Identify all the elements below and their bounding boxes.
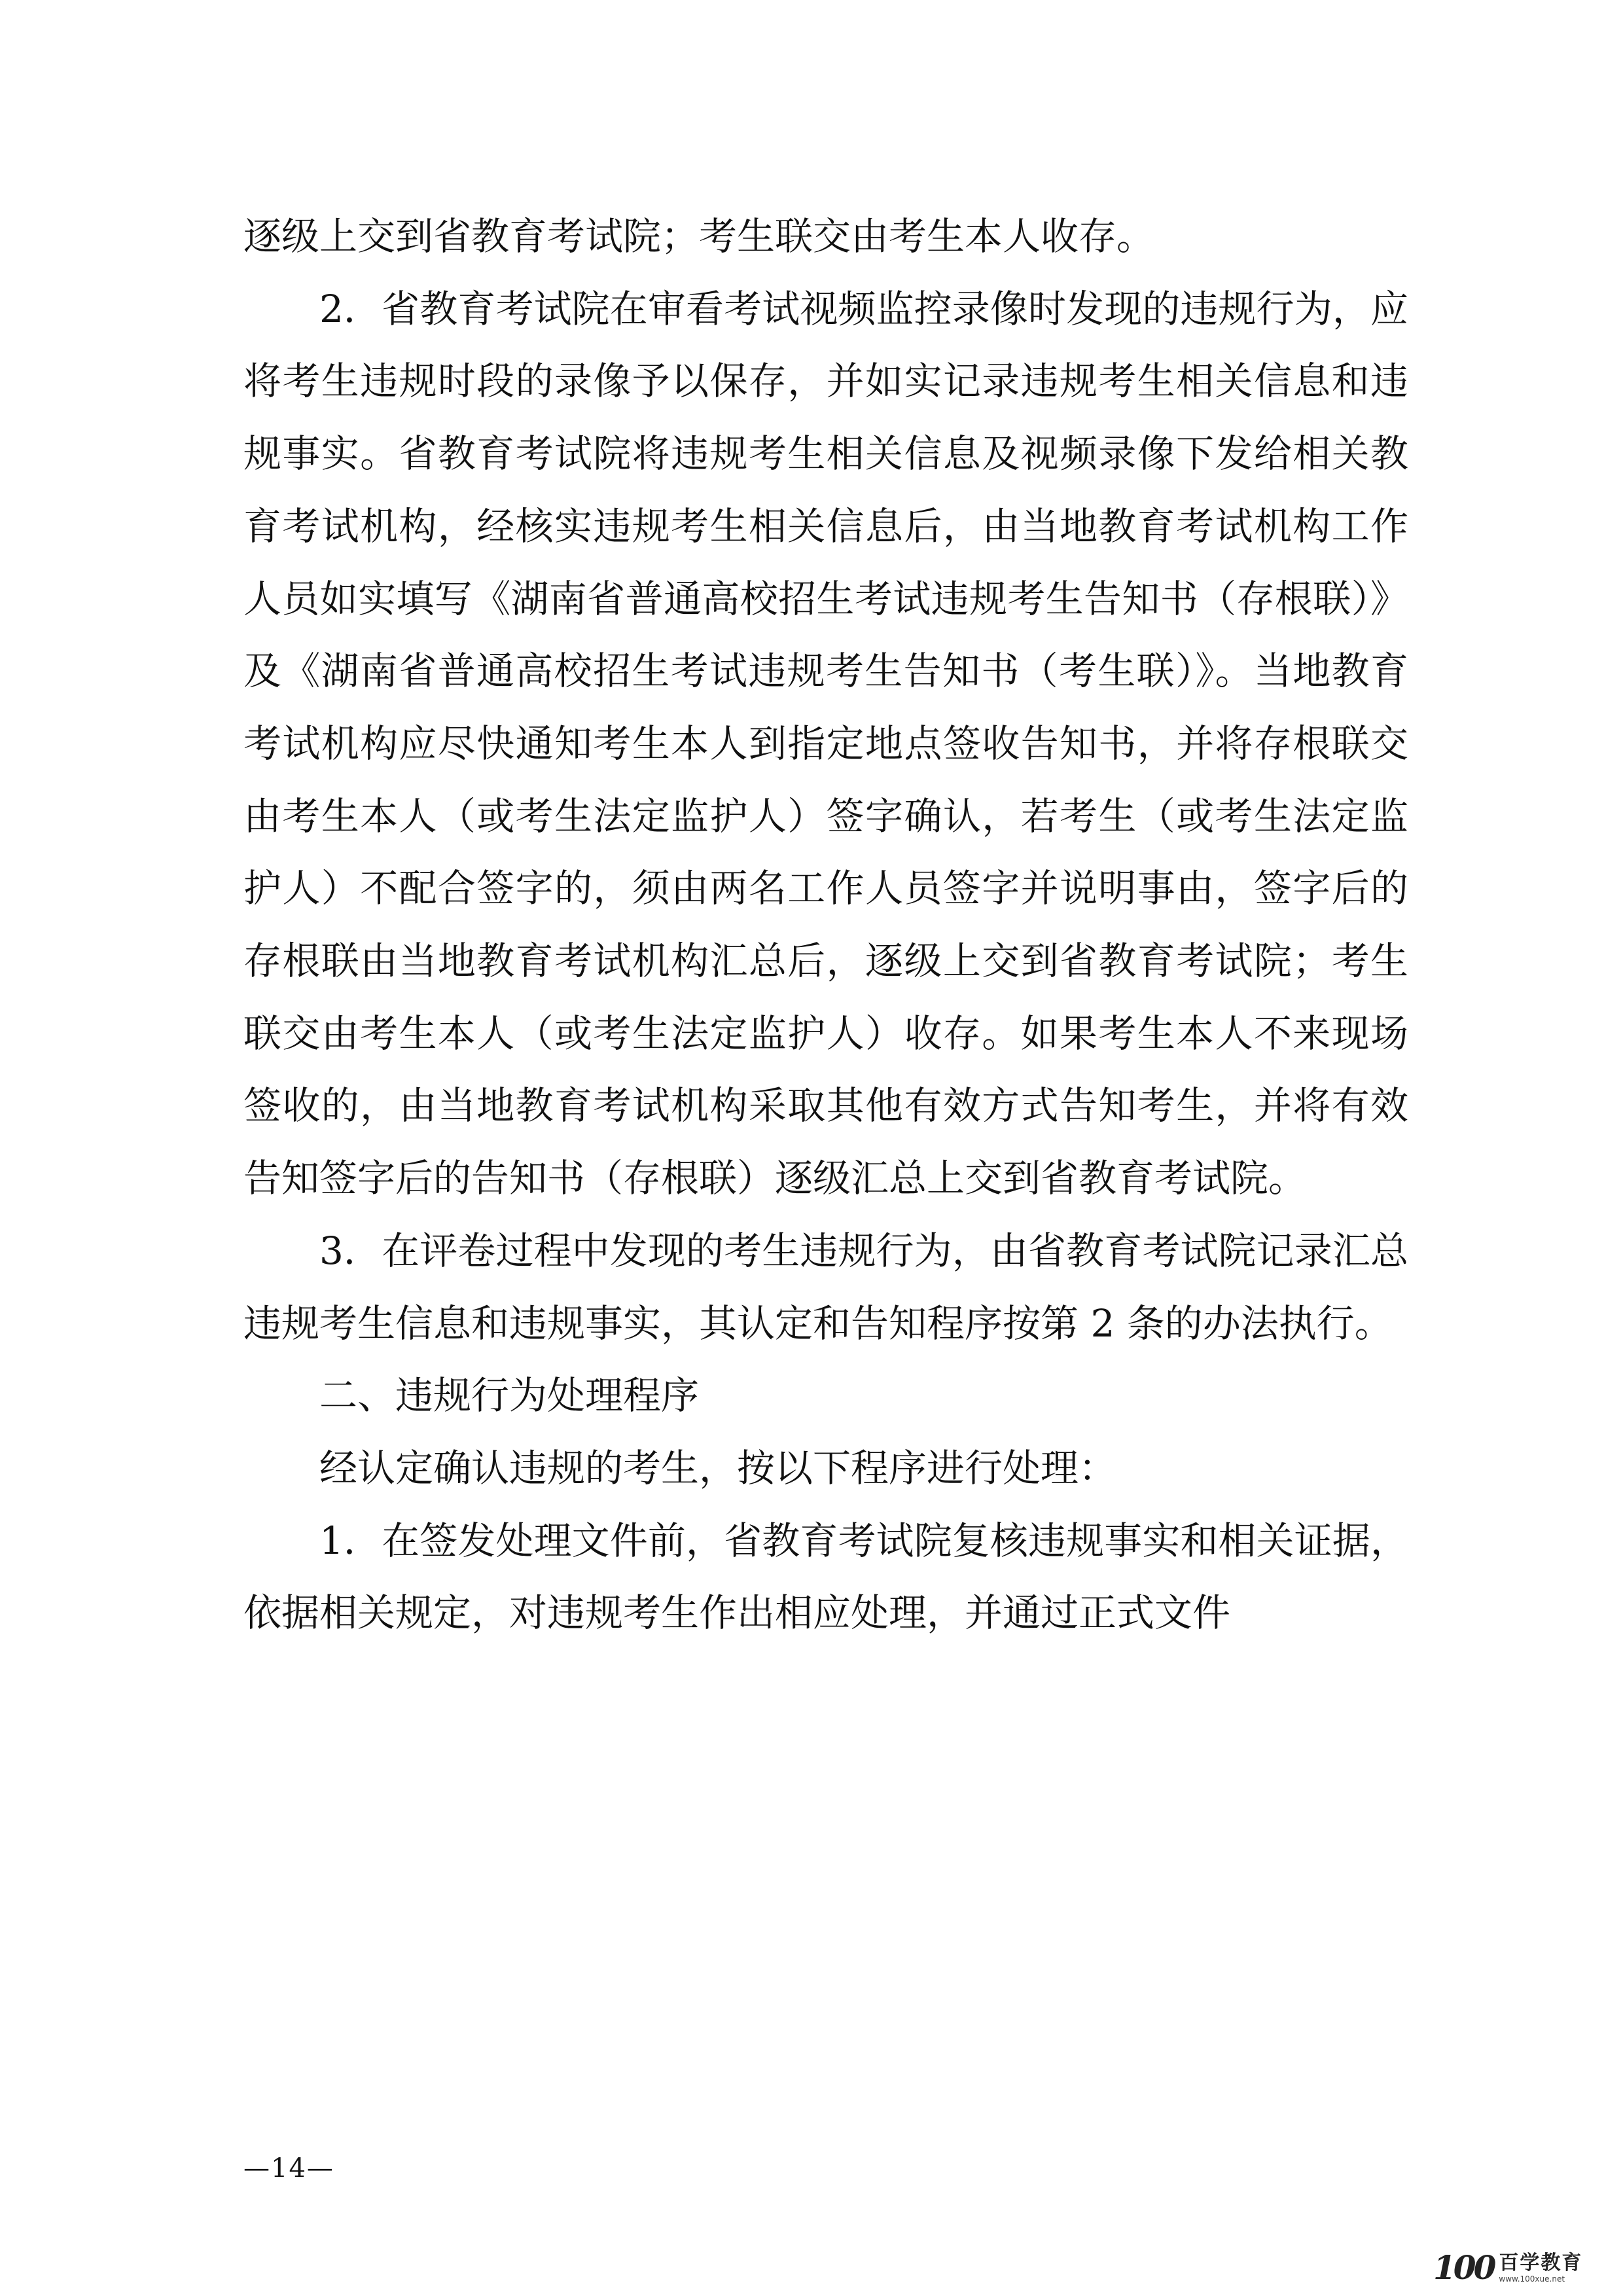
paragraph-item-1: 1．在签发处理文件前，省教育考试院复核违规事实和相关证据，依据相关规定，对违规考生作出相应处理，并通过正式文件 [243,1518,1408,1636]
watermark-logo [1433,2248,1610,2287]
page-number: —14— [243,2153,334,2183]
section-heading: 二、违规行为处理程序 [319,1373,700,1418]
paragraph-continuation: 逐级上交到省教育考试院；考生联交由考生本人收存。 [243,214,1155,259]
body-text [243,200,1408,1649]
logo-name: 百学教育 [1499,2251,1583,2274]
paragraph-item-2: 2．省教育考试院在审看考试视频监控录像时发现的违规行为，应将考生违规时段的录像予以保存，并如实记录违规考生相关信息和违规事实。省教育考试院将违规考生相关信息及视频录像下发给相关教育考试机构，经核实违规考生相关信息后，由当地教育考试机构工作人员如实填写《湖南省普通高校招生考试违规考生告知书（存根联）》及《湖南省普通高校招生考试违规考生告知书（考生联）》。当地教育考试机构应尽快通知考生本人到指定地点签收告知书，并将存根联交由考生本人（或考生法定监护人）签字确认，若考生（或考生法定监护人）不配合签字的，须由两名工作人员签字并说明事由，签字后的存根联由当地教育考试机构汇总后，逐级上交到省教育考试院；考生联交由考生本人（或考生法定监护人）收存。如果考生本人不来现场签收的，由当地教育考试机构采取其他有效方式告知考生，并将有效告知签字后的告知书（存根联）逐级汇总上交到省教育考试院。 [243,286,1408,1201]
logo-text [1499,2253,1582,2283]
logo-mark: 100 [1433,2248,1494,2287]
paragraph-intro: 经认定确认违规的考生，按以下程序进行处理： [319,1445,1117,1490]
paragraph-item-3: 3．在评卷过程中发现的考生违规行为，由省教育考试院记录汇总违规考生信息和违规事实，其认定和告知程序按第 2 条的办法执行。 [243,1228,1408,1346]
logo-url: www.100xue.net [1499,2274,1565,2284]
